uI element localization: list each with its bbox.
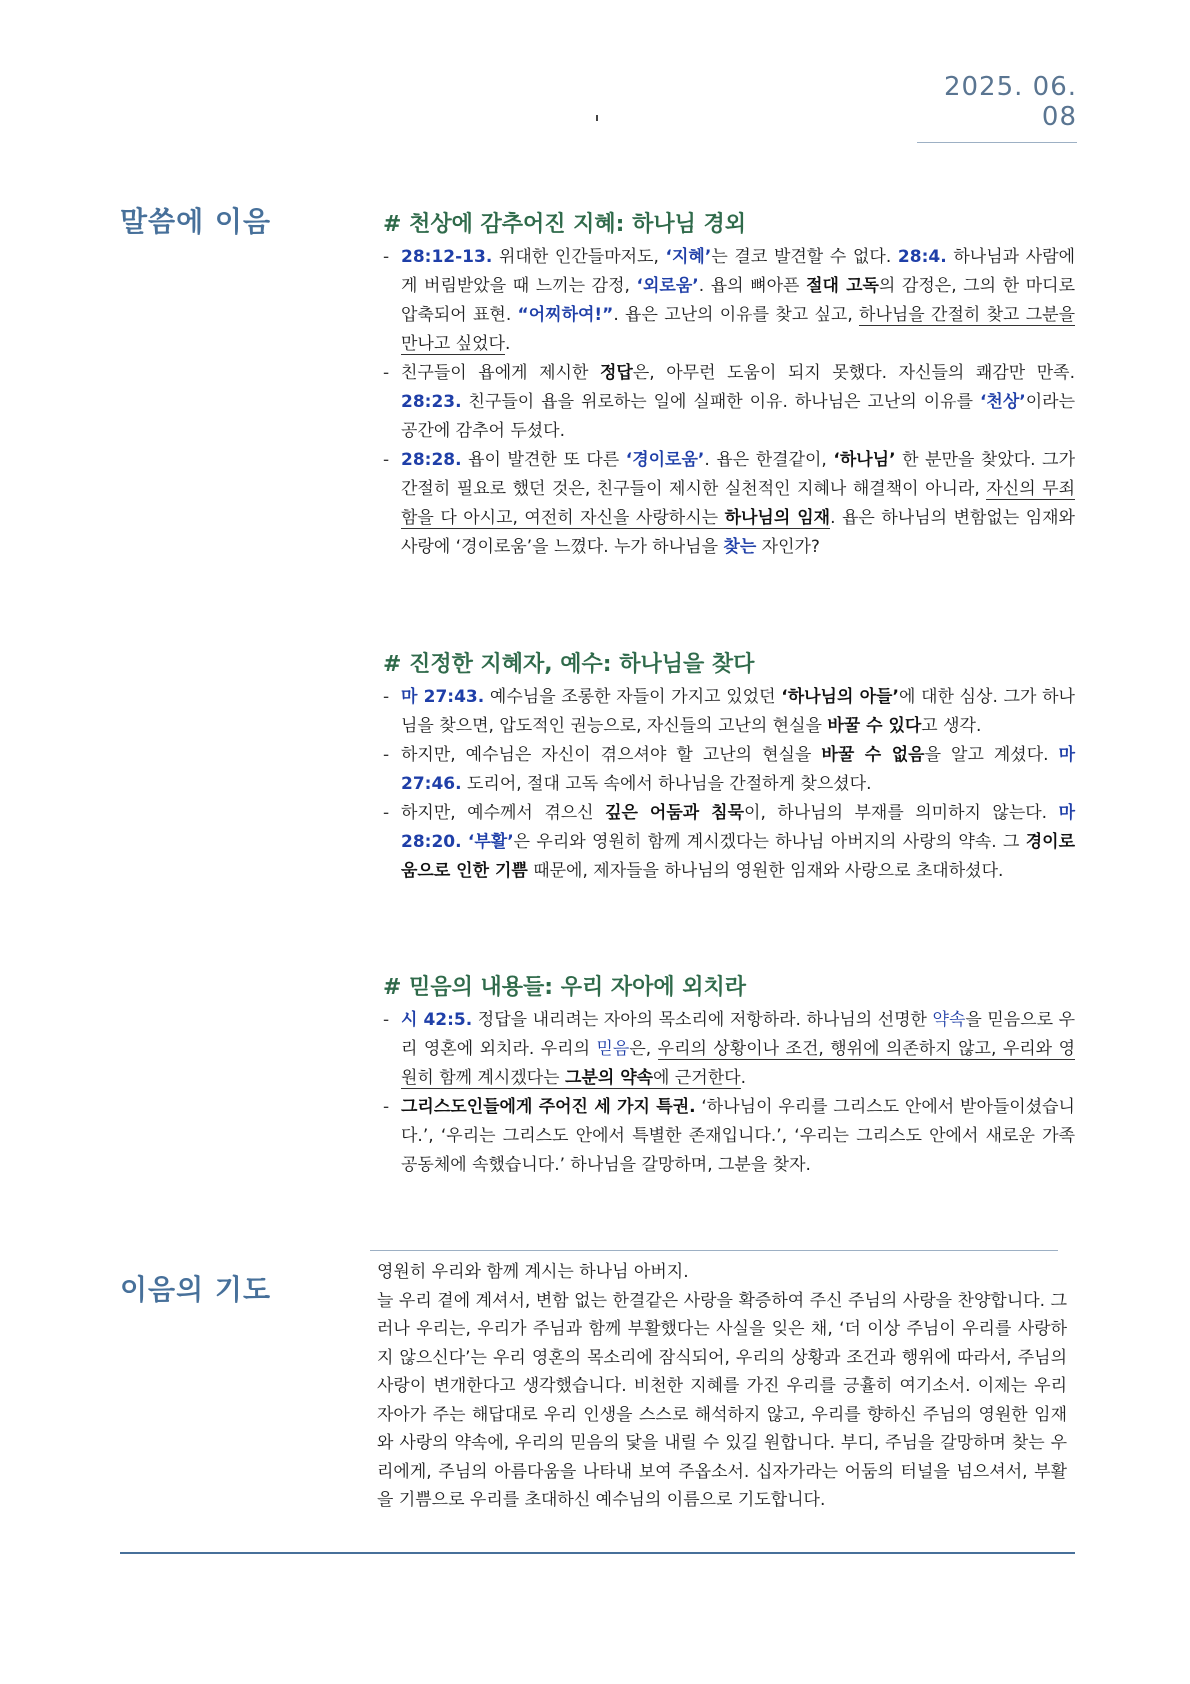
prayer-body: 늘 우리 곁에 계셔서, 변함 없는 한결같은 사랑을 확증하여 주신 주님의 사랑을 찬양합니다. 그러나 우리는, 우리가 주님과 함께 부활했다는 사실을 잊은 채, ‘더 이상 주님이 우리를 사랑하지 않으신다’는 우리 영혼의 목소리에 잠식되어, 우리의 상황과 조건과 행위에 따라서, 주님의 사랑이 변개한다고 생각했습니다. 비천한 지혜를 가진 우리를 긍휼히 여기소서. 이제는 우리 자아가 주는 해답대로 우리 인생을 스스로 해석하지 않고, 우리를 향하신 주님의 영원한 임재와 사랑의 약속에, 우리의 믿음의 닻을 내릴 수 있길 원합니다. 부디, 주님을 갈망하며 찾는 우리에게, 주님의 아름다움을 나타내 보여 주옵소서. 십자가라는 어둠의 터널을 넘으셔서, 부활을 기쁨으로 우리를 초대하신 예수님의 이름으로 기도합니다. xyxy=(377,1290,1067,1510)
text: 한 분만을 찾았다. 그가 간절히 필요로 했던 것은, 친구들이 제시한 실천적인 지혜나 해결책이 아니라, xyxy=(401,450,1075,499)
text: 욥이 발견한 또 다른 xyxy=(461,450,626,470)
prayer-divider xyxy=(370,1250,1058,1251)
list-item xyxy=(383,446,1075,562)
list-item xyxy=(383,359,1075,446)
bold-text: ‘하나님의 아들’ xyxy=(781,687,899,707)
text: 은, xyxy=(629,1039,658,1059)
section-heading: # 천상에 감추어진 지혜: 하나님 경외 xyxy=(383,212,747,237)
text: . 욥은 한결같이, xyxy=(704,450,834,470)
bottom-divider xyxy=(120,1552,1075,1554)
underlined-text: 자신의 무죄함을 다 아시고, 여전히 자신을 사랑하시는 xyxy=(401,479,1075,528)
emphasis: ‘외로움’ xyxy=(636,276,699,296)
list-item xyxy=(383,683,1075,741)
verse-ref: 28:23. xyxy=(401,392,462,412)
text: 도리어, 절대 고독 속에서 하나님을 간절하게 찾으셨다. xyxy=(461,774,872,794)
emphasis: 찾는 xyxy=(723,537,757,557)
verse-ref: 28:28. xyxy=(401,450,462,470)
text: . 욥은 하나님의 변함없는 임재와 사랑에 ‘경이로움’을 느꼈다. 누가 하나님을 xyxy=(401,508,1075,557)
section-heading: # 진정한 지혜자, 예수: 하나님을 찾다 xyxy=(383,652,755,677)
verse-ref: 마 27:46. xyxy=(401,745,1076,794)
list-item xyxy=(383,243,1075,359)
emphasis: ‘부활’ xyxy=(467,832,514,852)
text: 이라는 공간에 감추어 두셨다. xyxy=(401,392,1075,441)
section-heaven-wisdom xyxy=(383,210,1075,562)
text: 을 믿음으로 우리 영혼에 외치라. 우리의 xyxy=(401,1010,1076,1059)
text: 친구들이 욥에게 제시한 xyxy=(401,363,600,383)
text: 정답을 내리려는 자아의 목소리에 저항하라. 하나님의 선명한 xyxy=(472,1010,933,1030)
header-mark xyxy=(596,115,598,121)
text: 이, 하나님의 부재를 의미하지 않는다. xyxy=(744,803,1059,823)
verse-ref: 시 42:5. xyxy=(401,1010,473,1030)
text: . 욥의 뼈아픈 xyxy=(698,276,807,296)
text: 고 생각. xyxy=(921,716,982,736)
text: 에 대한 심상. 그가 하나님을 찾으면, 압도적인 권능으로, 자신들의 고난의 현실을 xyxy=(401,687,1075,736)
bold-text: 깊은 어둠과 침묵 xyxy=(605,803,745,823)
verse-ref: 마 27:43. xyxy=(401,687,485,707)
bold-text: 경이로움으로 인한 기쁨 xyxy=(401,832,1075,881)
prayer-text xyxy=(377,1258,1067,1515)
text: 예수님을 조롱한 자들이 가지고 있었던 xyxy=(484,687,782,707)
text: 을 알고 계셨다. xyxy=(924,745,1059,765)
list-item xyxy=(383,1006,1075,1093)
text: 친구들이 욥을 위로하는 일에 실패한 이유. 하나님은 고난의 이유를 xyxy=(461,392,980,412)
emphasis: 약속 xyxy=(932,1010,966,1030)
text: . xyxy=(504,334,511,354)
text: 하지만, 예수님은 자신이 겪으셔야 할 고난의 현실을 xyxy=(401,745,822,765)
bold-text: 그리스도인들에게 주어진 세 가지 특권. xyxy=(401,1097,696,1117)
section-heading: # 믿음의 내용들: 우리 자아에 외치라 xyxy=(383,975,747,1000)
text: . xyxy=(740,1068,746,1088)
emphasis: “어찌하여!” xyxy=(517,305,614,325)
text: . 욥은 고난의 이유를 찾고 싶고, xyxy=(613,305,860,325)
bold-text: ‘하나님’ xyxy=(833,450,896,470)
text: 위대한 인간들마저도, xyxy=(492,247,666,267)
text: ‘하나님이 우리를 그리스도 안에서 받아들이셨습니다.’, ‘우리는 그리스도 안에서 특별한 존재입니다.’, ‘우리는 그리스도 안에서 새로운 가족 공동체에 속했습니다.’ 하나님을 갈망하며, 그분을 찾자. xyxy=(401,1097,1075,1175)
text: 는 결코 발견할 수 없다. xyxy=(711,247,898,267)
bold-text: 바꿀 수 있다 xyxy=(827,716,922,736)
section-title-word: 말씀에 이음 xyxy=(120,205,271,238)
list-item xyxy=(383,741,1075,799)
verse-ref: 28:4. xyxy=(897,247,947,267)
underlined-bold-text: 그분의 약속 xyxy=(565,1068,654,1088)
document-date: 2025. 06. 08 xyxy=(917,72,1077,143)
emphasis: 믿음 xyxy=(596,1039,630,1059)
list-item xyxy=(383,799,1075,886)
bold-text: 바꿀 수 없음 xyxy=(821,745,925,765)
text: 은, 아무런 도움이 되지 못했다. 자신들의 쾌감만 만족. xyxy=(632,363,1076,383)
bold-text: 절대 고독 xyxy=(806,276,879,296)
underlined-text: 우리의 상황이나 조건, 행위에 의존하지 않고, 우리와 영원히 함께 계시겠다는 xyxy=(401,1039,1075,1088)
verse-ref: 28:12-13. xyxy=(401,247,493,267)
emphasis: ‘지혜’ xyxy=(665,247,712,267)
emphasis: ‘경이로움’ xyxy=(625,450,705,470)
text: 때문에, 제자들을 하나님의 영원한 임재와 사랑으로 초대하셨다. xyxy=(527,861,1004,881)
verse-ref: 마 28:20. xyxy=(401,803,1076,852)
text: 자인가? xyxy=(756,537,820,557)
section-true-wise-jesus xyxy=(383,650,1075,886)
emphasis: ‘천상’ xyxy=(979,392,1026,412)
text: 의 감정은, 그의 한 마디로 압축되어 표현. xyxy=(401,276,1075,325)
text: 은 우리와 영원히 함께 계시겠다는 하나님 아버지의 사랑의 약속. 그 xyxy=(513,832,1026,852)
section-faith-contents xyxy=(383,973,1075,1180)
underlined-bold-text: 하나님의 임재 xyxy=(724,508,831,528)
list-item xyxy=(383,1093,1075,1180)
text: 하지만, 예수께서 겪으신 xyxy=(401,803,606,823)
bold-text: 정답 xyxy=(599,363,633,383)
section-title-prayer: 이음의 기도 xyxy=(120,1273,271,1306)
underlined-text: 에 근거한다 xyxy=(653,1068,741,1088)
text: 하나님과 사람에게 버림받았을 때 느끼는 감정, xyxy=(401,247,1075,296)
underlined-text: 하나님을 간절히 찾고 그분을 만나고 싶었다 xyxy=(401,305,1075,354)
prayer-opening: 영원히 우리와 함께 계시는 하나님 아버지. xyxy=(377,1262,689,1282)
